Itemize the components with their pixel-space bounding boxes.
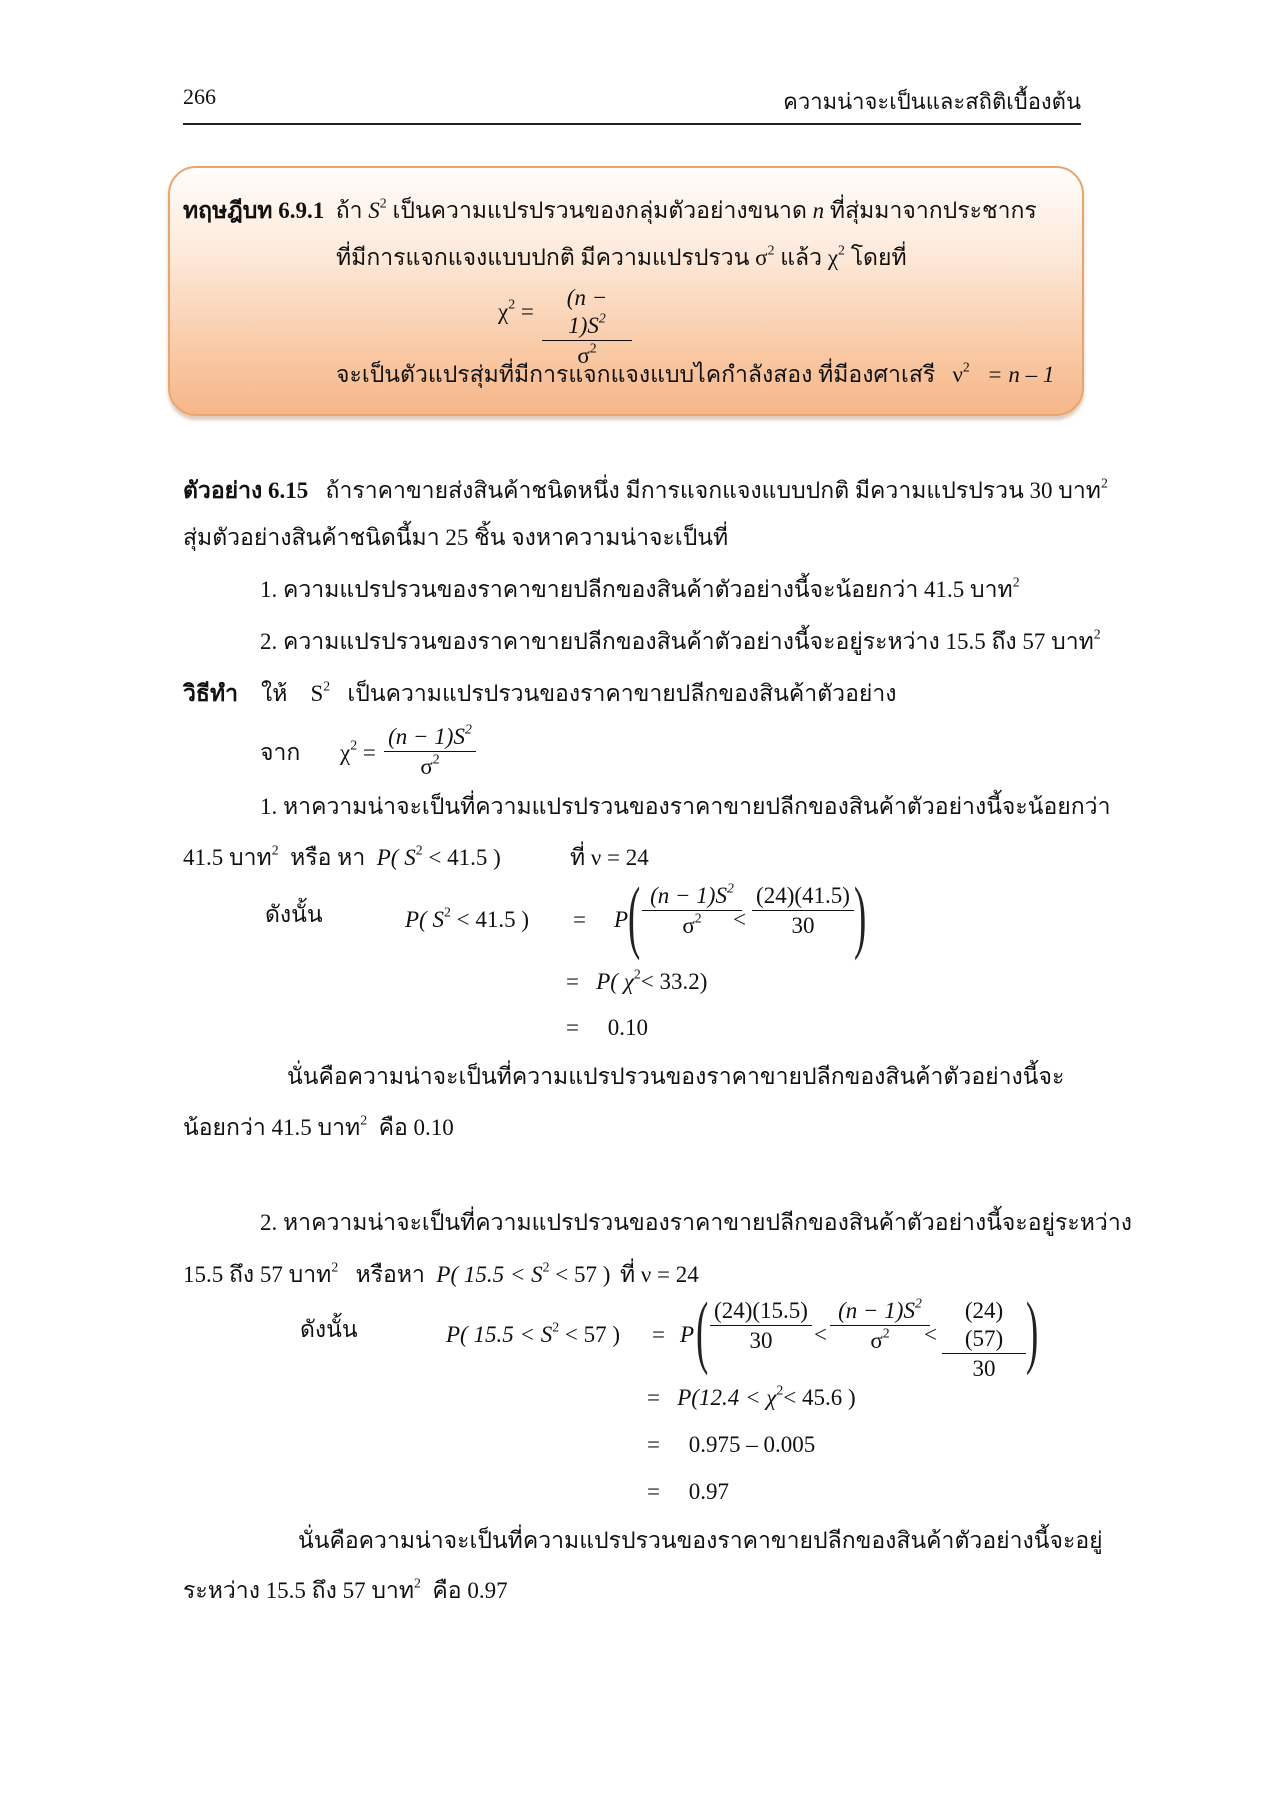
part2-step-3: = 0.975 – 0.005 — [647, 1432, 816, 1457]
part1-therefore: ดังนั้น — [265, 902, 323, 927]
example-item-2: 2. ความแปรปรวนของราคาขายปลีกของสินค้าตัวอย่างนี้จะอยู่ระหว่าง 15.5 ถึง 57 บาท$^2$ — [260, 626, 1101, 654]
part2-step-4: = 0.97 — [647, 1479, 729, 1504]
theorem-line-2: ที่มีการแจกแจงแบบปกติ มีความแปรปรวน $\sigma^2$ แล้ว $\chi^2$ โดยที่ — [336, 242, 907, 270]
part2-step-2: = $P(12.4 < \chi^2< 45.6$ ) — [647, 1382, 856, 1410]
part1-eq-1: = — [573, 907, 586, 932]
solution-let: วิธีทำ ให้ $S^2$ เป็นความแปรปรวนของราคาขายปลีกของสินค้าตัวอย่าง — [183, 678, 897, 706]
part2-therefore: ดังนั้น — [300, 1317, 358, 1342]
part1-lhs: P( $S^2 < 41.5$ ) — [405, 904, 530, 932]
part1-right-paren: ) — [854, 870, 867, 961]
part2-lt-1: < — [814, 1322, 827, 1347]
part2-lhs: P( $15.5 < S^2 < 57$ ) — [446, 1319, 621, 1347]
part2-intro: 2. หาความน่าจะเป็นที่ความแปรปรวนของราคาขายปลีกของสินค้าตัวอย่างนี้จะอยู่ระหว่าง — [260, 1210, 1132, 1235]
solution-from: จาก — [260, 740, 301, 765]
part1-step-3: = 0.10 — [566, 1015, 648, 1040]
example-line-2: สุ่มตัวอย่างสินค้าชนิดนี้มา 25 ชิ้น จงหาความน่าจะเป็นที่ — [183, 525, 729, 550]
solution-formula-lhs: $\chi^2$ = — [340, 737, 376, 765]
part2-P: P — [680, 1322, 695, 1347]
part1-conclusion-1: นั่นคือความน่าจะเป็นที่ความแปรปรวนของราคาขายปลีกของสินค้าตัวอย่างนี้จะ — [287, 1064, 1065, 1089]
part2-fraction-3: (24)(57) 30 — [942, 1297, 1026, 1384]
part2-conclusion-1: นั่นคือความน่าจะเป็นที่ความแปรปรวนของราคาขายปลีกของสินค้าตัวอย่างนี้จะอยู่ — [298, 1528, 1103, 1553]
theorem-line-1: ทฤษฎีบท 6.9.1 ถ้า $S^2$ เป็นความแปรปรวนของกลุ่มตัวอย่างขนาด n ที่สุ่มมาจากประชากร — [183, 195, 1037, 223]
header-rule — [183, 123, 1081, 125]
part1-intro: 1. หาความน่าจะเป็นที่ความแปรปรวนของราคาขายปลีกของสินค้าตัวอย่างนี้จะน้อยกว่า — [260, 794, 1111, 819]
solution-fraction: $(n - 1)S^2$ $\sigma^2$ — [384, 723, 476, 782]
example-label: ตัวอย่าง 6.15 — [183, 478, 309, 503]
part1-conclusion-2: น้อยกว่า 41.5 บาท$^2$ คือ 0.10 — [183, 1112, 454, 1140]
book-title: ความน่าจะเป็นและสถิติเบื้องต้น — [783, 89, 1081, 114]
part2-fraction-2: $(n - 1)S^2$ $\sigma^2$ — [830, 1297, 930, 1356]
part1-left-paren: ( — [628, 870, 641, 961]
part2-eq-1: = — [652, 1322, 665, 1347]
part2-lt-2: < — [924, 1322, 937, 1347]
part1-line-2: 41.5 บาท$^2$ หรือ หา P( $S^2 < 41.5$ ) — [183, 842, 501, 870]
part2-right-paren: ) — [1026, 1285, 1039, 1376]
part2-line-2: 15.5 ถึง 57 บาท$^2$ หรือหา P( $15.5 < S^2 < 57$ ) — [183, 1259, 611, 1287]
part1-fraction-1: $(n - 1)S^2$ $\sigma^2$ — [642, 882, 742, 941]
solution-label: วิธีทำ — [183, 681, 239, 706]
theorem-formula-lhs: $\chi^2$ = — [498, 296, 534, 324]
part1-fraction-2: (24)(41.5) 30 — [752, 882, 854, 941]
part2-where: ที่ ν = 24 — [620, 1262, 699, 1287]
part1-lt: < — [733, 907, 746, 932]
example-item-1: 1. ความแปรปรวนของราคาขายปลีกของสินค้าตัวอย่างนี้จะน้อยกว่า 41.5 บาท$^2$ — [260, 574, 1020, 602]
theorem-label: ทฤษฎีบท 6.9.1 — [183, 198, 325, 223]
theorem-line-4: จะเป็นตัวแปรสุ่มที่มีการแจกแจงแบบไคกำลังสอง ที่มีองศาเสรี $\nu^2$ = n – 1 — [336, 359, 1055, 387]
part1-where: ที่ ν = 24 — [570, 845, 649, 870]
part1-P: P — [614, 907, 629, 932]
part1-step-2: = P( $\chi^2< 33.2$) — [566, 966, 708, 994]
example-line-1: ตัวอย่าง 6.15 ถ้าราคาขายส่งสินค้าชนิดหนึ่ง มีการแจกแจงแบบปกติ มีความแปรปรวน 30 บาท$^2$ — [183, 475, 1108, 503]
part2-fraction-1: (24)(15.5) 30 — [710, 1297, 812, 1356]
page-number: 266 — [183, 84, 216, 109]
theorem-fraction: $(n - 1)S^2$ $\sigma^2$ — [542, 284, 632, 371]
part2-conclusion-2: ระหว่าง 15.5 ถึง 57 บาท$^2$ คือ 0.97 — [183, 1575, 508, 1603]
part2-left-paren: ( — [696, 1285, 709, 1376]
